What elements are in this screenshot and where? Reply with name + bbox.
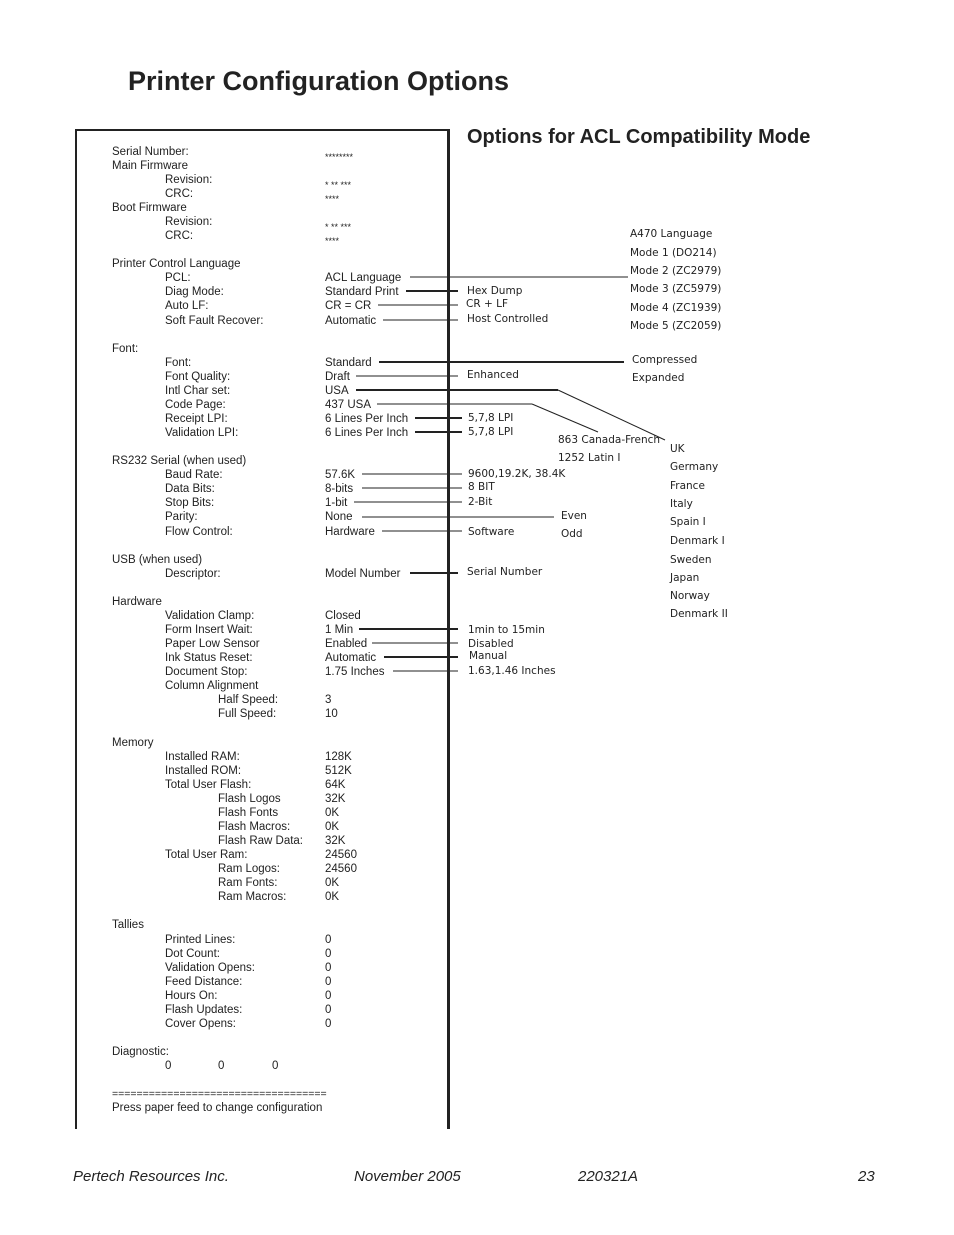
boot-crc-value: **** (325, 236, 340, 246)
diagnostic-value-3: 0 (272, 1060, 279, 1072)
softfault-label: Soft Fault Recover: (165, 315, 264, 327)
flash-macros-value: 0K (325, 821, 340, 833)
flow-control-value: Hardware (325, 526, 375, 538)
flash-macros-label: Flash Macros: (218, 821, 291, 833)
installed-ram-label: Installed RAM: (165, 751, 240, 763)
footer-date: November 2005 (354, 1168, 461, 1185)
baud-rate-label: Baud Rate: (165, 469, 223, 481)
data-bits-value: 8-bits (325, 483, 354, 495)
dot-count-value: 0 (325, 948, 332, 960)
option-enhanced: Enhanced (467, 369, 519, 381)
option-mode4: Mode 4 (ZC1939) (630, 302, 722, 314)
boot-revision-value: * ** *** (325, 222, 352, 232)
half-speed-label: Half Speed: (218, 694, 279, 706)
option-compressed: Compressed (632, 354, 698, 366)
parity-label: Parity: (165, 511, 198, 523)
flash-updates-value: 0 (325, 1004, 332, 1016)
option-intl-france: France (670, 480, 705, 492)
stop-bits-value: 1-bit (325, 497, 348, 509)
full-speed-label: Full Speed: (218, 708, 277, 720)
installed-rom-value: 512K (325, 765, 352, 777)
pcl-label: PCL: (165, 272, 191, 284)
code-page-value: 437 USA (325, 399, 372, 411)
ram-macros-value: 0K (325, 891, 340, 903)
ram-logos-label: Ram Logos: (218, 863, 281, 875)
flash-raw-label: Flash Raw Data: (218, 835, 304, 847)
tallies-section: Tallies (112, 919, 144, 931)
intl-line-d (558, 390, 665, 440)
option-intl-germany: Germany (670, 461, 719, 473)
memory-section: Memory (112, 737, 154, 749)
font-value: Standard (325, 357, 372, 369)
autolf-label: Auto LF: (165, 300, 209, 312)
option-intl-japan: Japan (670, 572, 700, 584)
main-firmware-label: Main Firmware (112, 160, 189, 172)
half-speed-value: 3 (325, 694, 332, 706)
font-quality-value: Draft (325, 371, 350, 383)
option-data-bits: 8 BIT (468, 481, 495, 493)
section-title: Options for ACL Compatibility Mode (467, 126, 811, 148)
full-speed-value: 10 (325, 708, 338, 720)
option-intl-italy: Italy (670, 498, 693, 510)
option-host-controlled: Host Controlled (467, 313, 549, 325)
page-title: Printer Configuration Options (128, 66, 509, 96)
paper-low-value: Enabled (325, 638, 368, 650)
option-cr-lf: CR + LF (466, 298, 508, 310)
option-baud-rates: 9600,19.2K, 38.4K (468, 468, 566, 480)
option-receipt-lpi: 5,7,8 LPI (468, 412, 514, 424)
option-intl-sweden: Sweden (670, 554, 712, 566)
doc-stop-value: 1.75 Inches (325, 666, 385, 678)
cover-opens-value: 0 (325, 1018, 332, 1030)
option-flow-software: Software (468, 526, 515, 538)
option-intl-uk: UK (670, 443, 685, 455)
paper-low-label: Paper Low Sensor (165, 638, 260, 650)
footer-doc-number: 220321A (578, 1168, 639, 1185)
validation-opens-label: Validation Opens: (165, 962, 255, 974)
dot-count-label: Dot Count: (165, 948, 220, 960)
option-serial-number: Serial Number (467, 566, 543, 578)
installed-rom-label: Installed ROM: (165, 765, 242, 777)
feed-distance-label: Feed Distance: (165, 976, 243, 988)
hardware-section: Hardware (112, 596, 162, 608)
diagnostic-value-2: 0 (218, 1060, 225, 1072)
font-quality-label: Font Quality: (165, 371, 231, 383)
serial-number-label: Serial Number: (112, 146, 189, 158)
option-manual: Manual (469, 650, 508, 662)
option-intl-norway: Norway (670, 590, 710, 602)
form-insert-label: Form Insert Wait: (165, 624, 253, 636)
usb-section: USB (when used) (112, 554, 203, 566)
column-alignment-label: Column Alignment (165, 680, 259, 692)
option-expanded: Expanded (632, 372, 685, 384)
main-revision-label: Revision: (165, 174, 213, 186)
option-cp-863: 863 Canada-French (558, 434, 661, 446)
doc-stop-label: Document Stop: (165, 666, 248, 678)
ram-macros-label: Ram Macros: (218, 891, 287, 903)
option-mode3: Mode 3 (ZC5979) (630, 283, 722, 295)
printout-footer-text: Press paper feed to change configuration (112, 1102, 323, 1114)
hours-on-value: 0 (325, 990, 332, 1002)
flash-fonts-label: Flash Fonts (218, 807, 279, 819)
option-a470-language: A470 Language (630, 228, 713, 240)
option-mode5: Mode 5 (ZC2059) (630, 320, 722, 332)
pcl-section: Printer Control Language (112, 258, 241, 270)
option-stop-bits: 2-Bit (468, 496, 493, 508)
flow-control-label: Flow Control: (165, 526, 233, 538)
serial-number-value: ******** (325, 152, 354, 162)
total-user-ram-value: 24560 (325, 849, 357, 861)
diagnostic-label: Diagnostic: (112, 1046, 169, 1058)
flash-fonts-value: 0K (325, 807, 340, 819)
hours-on-label: Hours On: (165, 990, 218, 1002)
footer-page-number: 23 (858, 1168, 875, 1185)
rs232-section: RS232 Serial (when used) (112, 455, 247, 467)
validation-clamp-label: Validation Clamp: (165, 610, 255, 622)
receipt-lpi-label: Receipt LPI: (165, 413, 228, 425)
diagnostic-value-1: 0 (165, 1060, 172, 1072)
option-parity-even: Even (561, 510, 587, 522)
cover-opens-label: Cover Opens: (165, 1018, 236, 1030)
boot-crc-label: CRC: (165, 230, 194, 242)
receipt-lpi-value: 6 Lines Per Inch (325, 413, 409, 425)
form-insert-value: 1 Min (325, 624, 354, 636)
boot-revision-label: Revision: (165, 216, 213, 228)
option-intl-denmark1: Denmark I (670, 535, 725, 547)
footer-company: Pertech Resources Inc. (73, 1168, 229, 1185)
main-crc-label: CRC: (165, 188, 194, 200)
ink-status-label: Ink Status Reset: (165, 652, 253, 664)
flash-raw-value: 32K (325, 835, 346, 847)
printed-lines-value: 0 (325, 934, 332, 946)
validation-lpi-label: Validation LPI: (165, 427, 239, 439)
option-form-wait: 1min to 15min (468, 624, 545, 636)
descriptor-label: Descriptor: (165, 568, 221, 580)
printed-lines-label: Printed Lines: (165, 934, 236, 946)
code-page-label: Code Page: (165, 399, 226, 411)
validation-lpi-value: 6 Lines Per Inch (325, 427, 409, 439)
flash-logos-label: Flash Logos (218, 793, 281, 805)
option-cp-1252: 1252 Latin I (558, 452, 621, 464)
ink-status-value: Automatic (325, 652, 377, 664)
option-parity-odd: Odd (561, 528, 583, 540)
stop-bits-label: Stop Bits: (165, 497, 215, 509)
separator-line: =================================== (112, 1088, 327, 1100)
softfault-value: Automatic (325, 315, 377, 327)
option-intl-denmark2: Denmark II (670, 608, 728, 620)
baud-rate-value: 57.6K (325, 469, 356, 481)
pcl-value: ACL Language (325, 272, 402, 284)
validation-opens-value: 0 (325, 962, 332, 974)
option-mode1: Mode 1 (DO214) (630, 247, 717, 259)
autolf-value: CR = CR (325, 300, 372, 312)
feed-distance-value: 0 (325, 976, 332, 988)
flash-updates-label: Flash Updates: (165, 1004, 243, 1016)
ram-logos-value: 24560 (325, 863, 357, 875)
main-crc-value: **** (325, 194, 340, 204)
total-user-flash-value: 64K (325, 779, 346, 791)
intl-charset-label: Intl Char set: (165, 385, 231, 397)
validation-clamp-value: Closed (325, 610, 361, 622)
font-label: Font: (165, 357, 192, 369)
ram-fonts-value: 0K (325, 877, 340, 889)
diag-mode-value: Standard Print (325, 286, 399, 298)
parity-value: None (325, 511, 353, 523)
total-user-ram-label: Total User Ram: (165, 849, 248, 861)
intl-charset-value: USA (325, 385, 349, 397)
option-hex-dump: Hex Dump (467, 285, 523, 297)
option-doc-stop: 1.63,1.46 Inches (468, 665, 556, 677)
font-section: Font: (112, 343, 139, 355)
main-revision-value: * ** *** (325, 180, 352, 190)
installed-ram-value: 128K (325, 751, 352, 763)
option-intl-spain: Spain I (670, 516, 706, 528)
flash-logos-value: 32K (325, 793, 346, 805)
data-bits-label: Data Bits: (165, 483, 215, 495)
ram-fonts-label: Ram Fonts: (218, 877, 278, 889)
option-validation-lpi: 5,7,8 LPI (468, 426, 514, 438)
descriptor-value: Model Number (325, 568, 401, 580)
option-mode2: Mode 2 (ZC2979) (630, 265, 722, 277)
total-user-flash-label: Total User Flash: (165, 779, 252, 791)
diag-mode-label: Diag Mode: (165, 286, 224, 298)
boot-firmware-label: Boot Firmware (112, 202, 187, 214)
codepage-line-d (532, 404, 598, 432)
option-disabled: Disabled (468, 638, 514, 650)
